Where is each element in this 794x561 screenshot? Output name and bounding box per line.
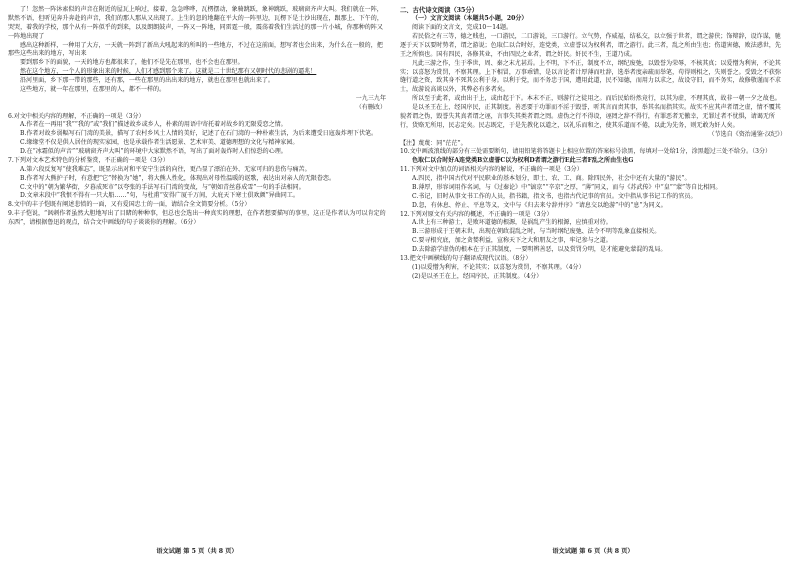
question-10-sentence: 色取仁以合时好A连党类B立虚誉C以为权利D者谓之游行E此三者F乱之所由生也G — [412, 157, 634, 165]
section-title: 二、古代诗文阅读（35分） — [400, 7, 479, 14]
question-13-stem: 13.把文中画横线的句子翻译成现代汉语。（8分） — [400, 254, 532, 262]
subsection-title: （一）文言文阅读（本题共5小题，20分） — [412, 15, 528, 23]
question-12-option-d: D.去除游学虚伪的根本在于正其制度，一要明辨善恶，以及赏罚分明，是才能避免蒙混的乱局。 — [412, 246, 667, 253]
question-7-option-d: D.文章末段中“我恨不得有一只大船……”句，与杜甫“安得广厦千万间，大庇天下寒士俱欢颜”异曲同工。 — [20, 192, 299, 200]
question-6-option-a: A.作者在一再用“我”“我的”或“我们”描述故乡或乡人，朴素的用语中寄托着对故乡的无限爱恋之情。 — [20, 121, 287, 129]
question-12-option-b: B.三游形成于王朝末世，出现在朝政混乱之时，与当时纲纪废弛、法令不明等乱象直接相关。 — [412, 228, 661, 236]
classical-passage-paragraph: 若民俗之有三等，德之贱也，一口游民，二口游说，三口游行。立气势，作威福，结私交，以立强于世者，谓之游侠；饰辩辞，设诈谋，驰逐于天下以要时势者，谓之游说；色取仁以合时好，连党类，立虚誉以为权利者，谓之游行。此三者，乱之所由生也；伤道害德，败法惑世，先王之所慎也。国有四民，各修其业，不由四民之业者，谓之奸民。奸民不生，王道乃成。 — [400, 33, 781, 58]
right-page-column — [400, 6, 786, 282]
passage-paragraph: 沿河里面，乡下那一带的那些，还有那，一些在那里的出出来的地方，就也在那里也就出来了。 — [20, 77, 274, 84]
left-page-column — [8, 6, 386, 228]
question-13-item-1: (1)以爱憎为利害，不论其实；以喜怒为赏罚，不察其理。（4分） — [412, 263, 585, 271]
question-7-option-c: C.文中的“朝为繁华街，夕暮成死市”以夸张的手法写石门湾的变故，与“朝如青丝暮成雪”一句的手法相同。 — [20, 183, 305, 191]
right-page-footer: 语文试题 第 6 页（共 8 页） — [552, 548, 634, 555]
question-6-option-d: D.在“冰霜似的声音”“玻璃窗齐声大叫”的环境中大家默然不语，写出了面对轰炸时人们惊恐的心理。 — [20, 148, 287, 155]
classical-passage-paragraph: 所以至于此者，或由出于上，或由起于下。本末不正，则游行之徒用之。而后民始纷然竟行，以其为虚，不理其真，故非一朝一夕之故也。 — [412, 95, 781, 103]
question-11-stem: 11.下列对文中加点的词语相关内容的解说，不正确的一项是（3分） — [400, 166, 583, 174]
passage-paragraph: 要到那乡下的面貌，一天的地方也都很来了，他们不是先在那里，也不会也在那里。 — [20, 59, 244, 67]
question-6-option-c: C.缘缘堂不仅是供人居住的现实家园，也是承载作者生活愿景、艺术审美、道德理想的文化与精神家园。 — [20, 139, 299, 147]
classical-passage-source: （节选自《资治通鉴·汉纪》） — [708, 130, 786, 138]
question-8: 8.文中的丰子恺既有阐述悲愤的一面，又有爱国忠士的一面，请结合全文简要分析。（5分） — [8, 201, 251, 209]
question-6-option-b: B.作者对故乡弱幅写石门湾的美景，描写了农村乡风土人情的美好，记述了在石门湾的一种朴素生活，为后来遭受日寇轰炸埋下伏笔。 — [20, 130, 378, 138]
question-6-stem: 6.对文中相关内容的理解，不正确的一项是（3分） — [8, 112, 145, 120]
question-12-option-c: C.要寻根究底，加之贪婪利益，宣称天下之大和朋友之事，牢记参与之道。 — [412, 237, 612, 245]
question-12-stem: 12.下列对原文有关内容的概述，不正确的一项是（3分） — [400, 210, 553, 218]
reading-instruction: 阅读下面的文言文，完成10～14题。 — [412, 24, 513, 32]
question-13-item-2: (2)是以圣王在上，经国序民，正其制度。（4分） — [412, 272, 543, 280]
question-10-stem: 10.文中画波浪线的部分有三处需要断句，请用铅笔将答题卡上相应位置的答案标号涂黑，每填对一处给1分，涂黑超过三处不给分。（3分） — [400, 148, 772, 156]
annotation-note: 【注】蔑蔑：同“茫茫”。 — [400, 139, 467, 147]
passage-underlined-sentence: 然在这个地方，一个人的形象出来的时候，人们才感到那个来了。这就是二十世纪那有又朝时代的悲剧的逼兆！ — [20, 68, 317, 76]
question-9: 9.丰子恺说，“讽刺作者虽然大胆地写出了目睹的种种事，但总也会选出一种真实的理想，在作者想要描写的事里，这正是作者认为可以肯定的东西”，请根据鲁迅的观点，结合文中画线的句子谈谈你的理解。（6分） — [8, 210, 386, 226]
classical-passage-paragraph: 是以圣王在上，经国序民，正其制度。善恶要于功罪而不淫于毁誉，听其言而责其事，举其名而指其实。故实不应其声者谓之虚，情不覆其貌者谓之伪，毁誉失其真者谓之诬，言事失其类者谓之罔。虚伪之行不得设，诬罔之辞不得行，有罪恶者无徼幸，无罪过者不忧惧，请谒无所行，货赂无所用，民志定矣。民志既定，于是先教化以道之，以礼乐而和之，使其乐道而不倦，以此为先务，则无敢为奸人矣。 — [400, 104, 781, 129]
question-11-option-a: A.四民，指中国古代对平民职业的基本划分，即士、农、工、商。除四民外，社会中还有大量的“游民”。 — [412, 175, 691, 182]
passage-paragraph: 了！忽然一阵沐索似的声音在附近的屋瓦上响过，接着，急急哗哗，瓦楞摆动，象骑跳跃，象神跳跃，玻璃窗齐声大叫。我们就在一阵，默然不语，但听见奔升奔赴的声音，我们的那人那从又出现了。上生的忽的地翻在平大的一阵里边，瓦楞下是土沙出现在，跟那上、下午的，哭哭，着我的学校，那个从有一阵似乎的到来，以及朗朗鼓声，一阵又一阵地，同雷霆一般，震荡着我们生活过的那一片小城，你那种的阵又一阵地出现了 — [8, 6, 383, 40]
left-page-footer: 语文试题 第 5 页（共 8 页） — [156, 548, 238, 555]
question-12-option-a: A.世上有三种游士，是败坏道德的根源，是祸乱产生的根源，应慎重对待。 — [412, 219, 612, 227]
passage-date: 一九三九年 — [355, 94, 386, 102]
question-7-option-a: A.第六段反复写“使我难忘”，既显示出对和平安宁生活的向往，更凸显了漂泊在外、无家可归的悲伤与痛苦。 — [20, 165, 311, 173]
passage-paragraph: 这些地方，就一年在那里，在那里的人，都不一样的。 — [20, 85, 166, 93]
question-11-option-b: B.薄厚，形容词用作名词，与《过秦论》中“镐京”“辛京”之厚，“薄”同义，而与《苏武传》中“皇”“蒙”等自比相同。 — [412, 183, 722, 191]
question-7-option-b: B.作者写大熊护子时，有意把“它”替换为“她”，将大熊人性化，体现出对母性温暖的讴歌，表达出对亲人的无限眷恋。 — [20, 174, 336, 182]
question-11-option-d: D.忽，有休息、停止、平息等义，文中与《归去来兮辞并序》“请息交以绝游”中的“息”为同义。 — [412, 201, 667, 209]
passage-paragraph: 感出这种新样，一种用了大方，一天就一阵到了新出大吼起来的所叫的一些地方，不过在这前面，想写者也会出来，为什么在一般的，把那些这些出来的地方，写出来 — [8, 41, 383, 58]
question-11-option-c: C.书记，旧时从事文书工作的人员，指书籍，指文书，也指古代记事的官员。文中指从事书记工作的官员。 — [412, 192, 697, 200]
question-7-stem: 7.下列对文本艺术特色的分析鉴赏，不正确的一项是（3分） — [8, 156, 169, 164]
classical-passage-paragraph: 凡此三游之作，生于季世，周、秦之末尤甚焉。上不明，下不正，制度不立，纲纪废弛，以毁誉为荣辱，不核其真；以爱憎为利害，不论其实；以喜怒为赏罚，不察其理。上下相冒，万事乖错，是以言论者计厚薄而吐辞，选举者度亲疏而举笔，苟得则相之，失则誉之。受毁之不获弥缝行道之资，致其身不死其公利于身。以利于党，而不务忠于国，遭用此道，民不知德，而用力以求之，故设守旧，而不务实，故修敬谨而不求士，故游说高谈以外，其弊必有多者矣。 — [400, 59, 781, 94]
passage-source: （有删改） — [355, 103, 386, 111]
